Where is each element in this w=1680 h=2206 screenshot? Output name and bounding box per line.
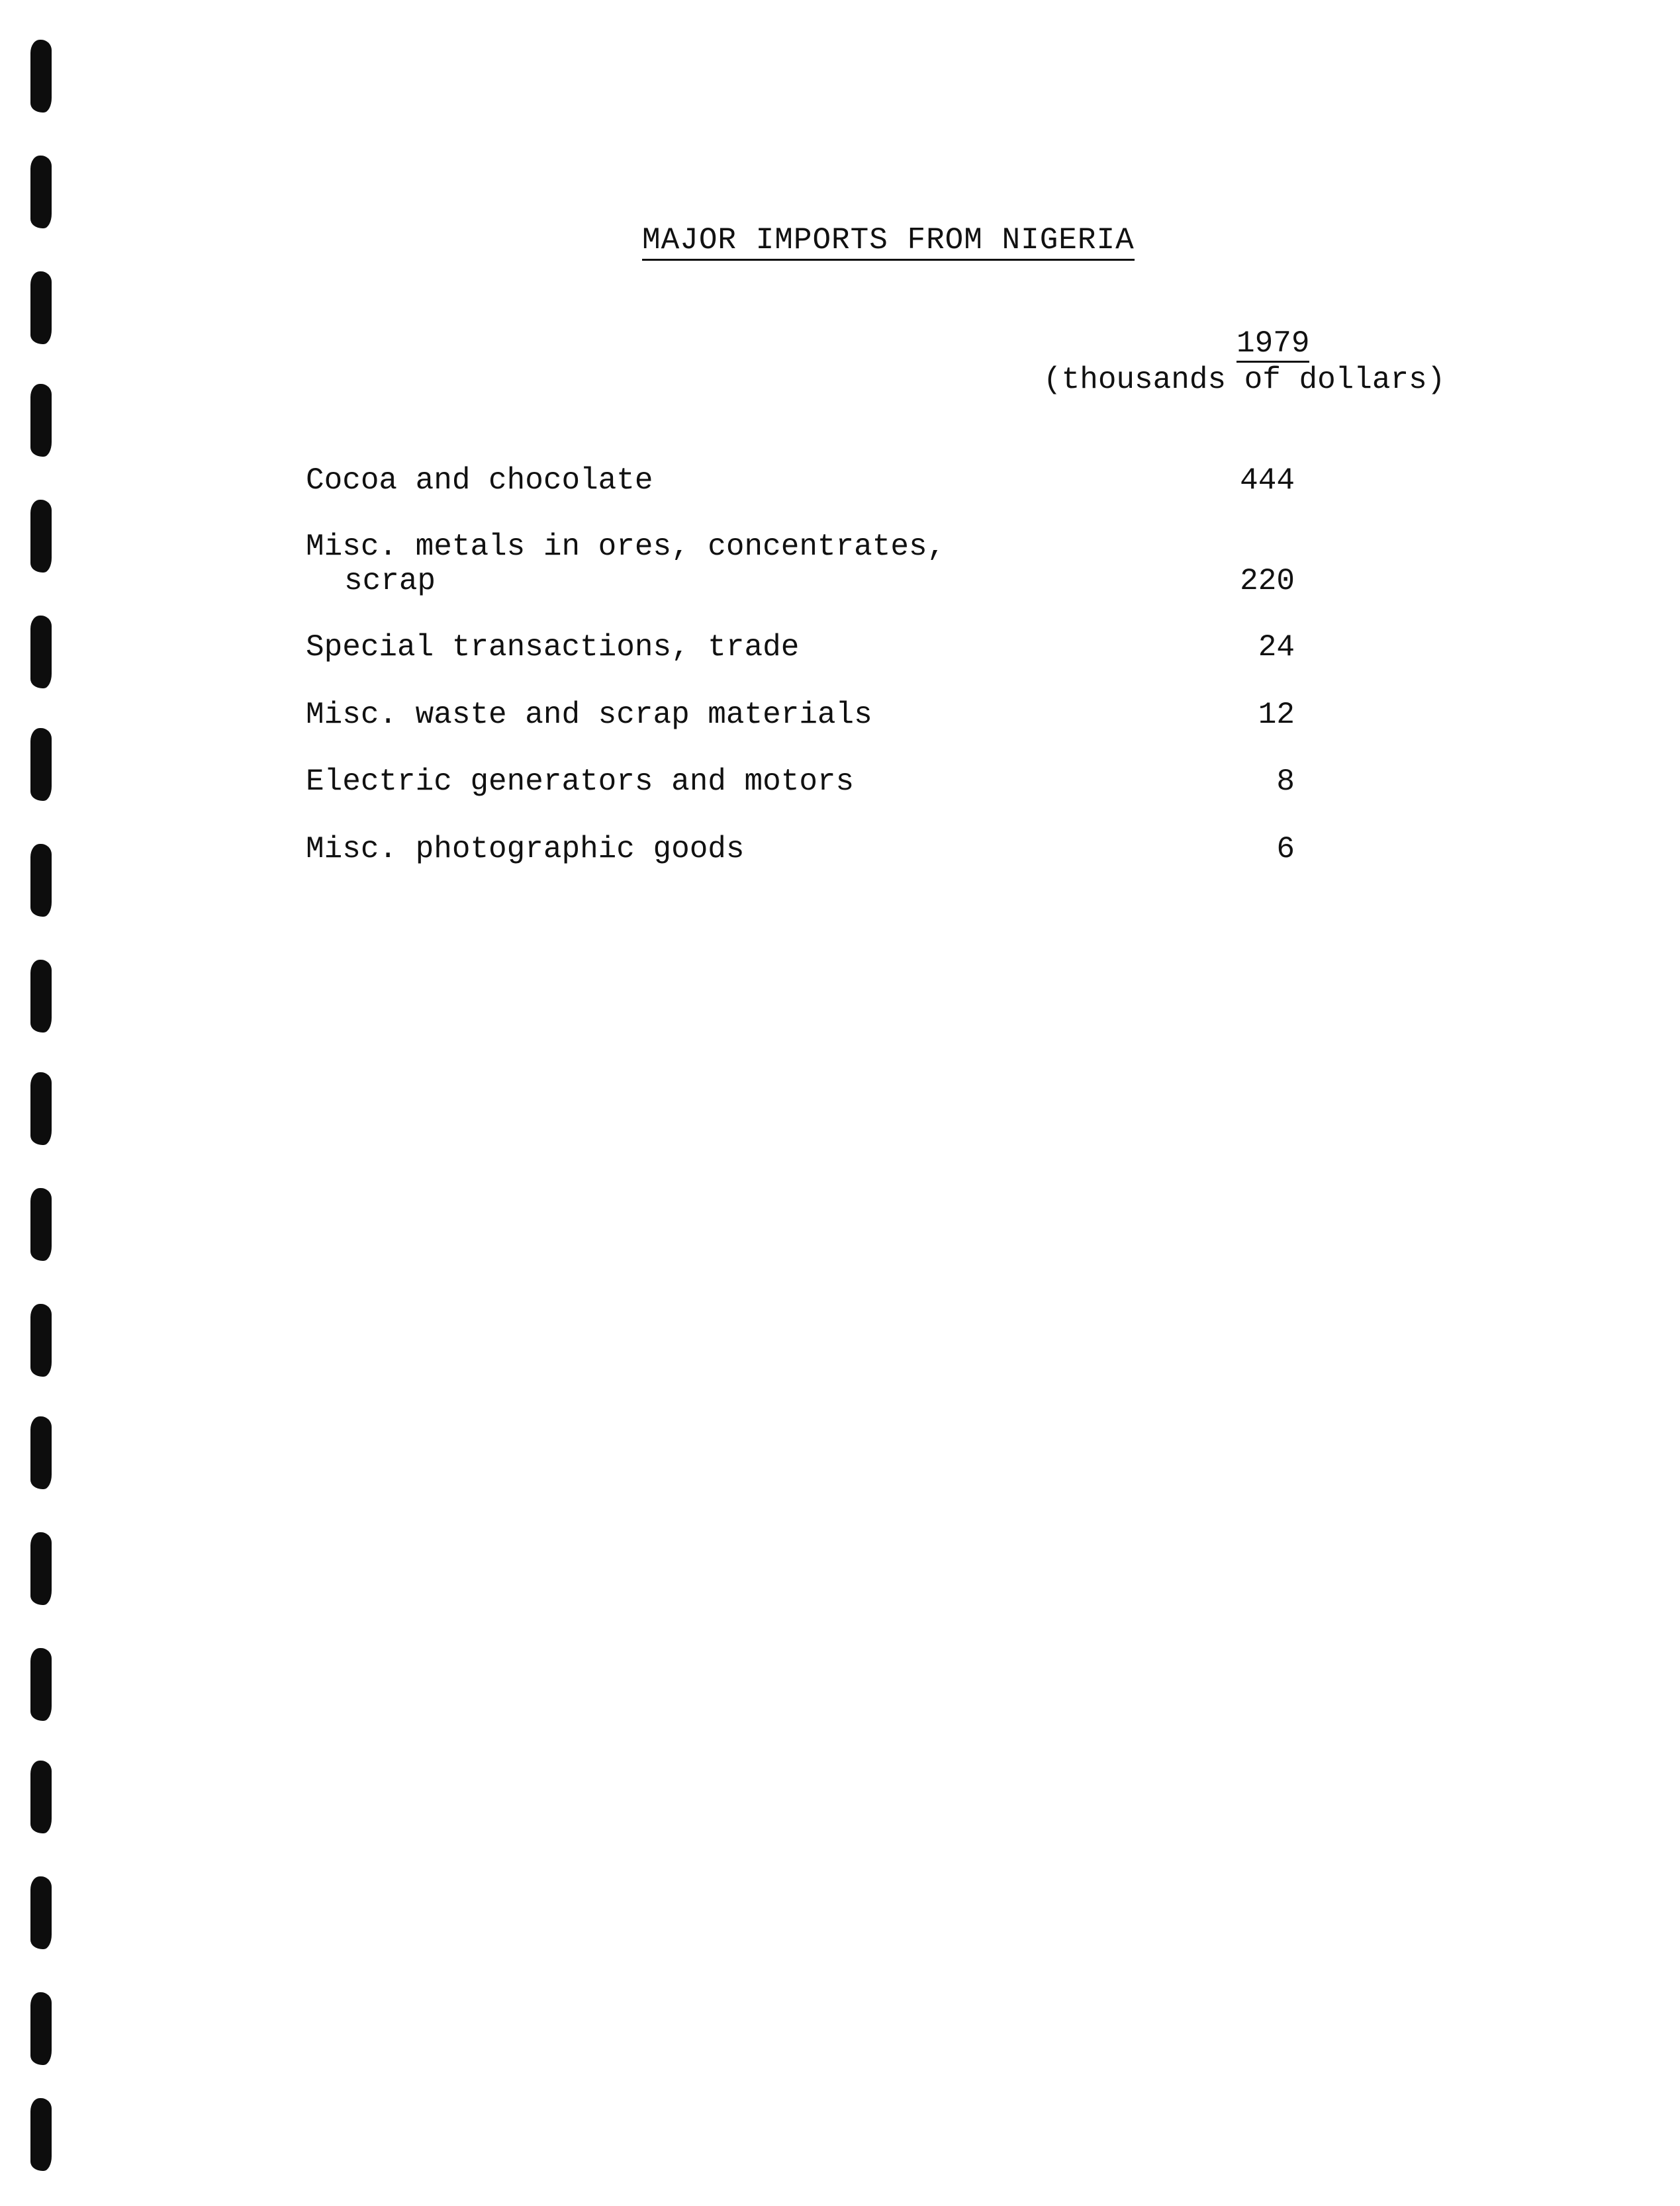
row-label-text: Electric generators and motors bbox=[306, 764, 855, 799]
binder-mark-icon bbox=[30, 1416, 52, 1489]
column-header-unit: (thousands of dollars) bbox=[1043, 363, 1446, 397]
binder-mark-icon bbox=[30, 271, 52, 344]
row-label-text: Cocoa and chocolate bbox=[306, 463, 653, 498]
table-row-label bbox=[306, 764, 854, 799]
table-row-value: 220 bbox=[1240, 564, 1295, 598]
binder-mark-icon bbox=[30, 844, 52, 917]
binder-mark-icon bbox=[30, 1532, 52, 1605]
table-row-label bbox=[306, 630, 799, 665]
binder-mark-icon bbox=[30, 960, 52, 1033]
binder-mark-icon bbox=[30, 384, 52, 457]
binder-mark-icon bbox=[30, 1648, 52, 1721]
table-row-value: 444 bbox=[1240, 463, 1295, 498]
table-row-label bbox=[306, 463, 653, 498]
binder-mark-icon bbox=[30, 728, 52, 801]
binder-mark-icon bbox=[30, 1072, 52, 1145]
binder-mark-icon bbox=[30, 1876, 52, 1949]
column-header-year: 1979 bbox=[1237, 327, 1309, 363]
table-row-value: 6 bbox=[1276, 832, 1295, 866]
table-row-value: 24 bbox=[1258, 630, 1295, 665]
binder-mark-icon bbox=[30, 1188, 52, 1261]
row-label-text: Misc. waste and scrap materials bbox=[306, 698, 872, 732]
table-row-label bbox=[306, 832, 745, 866]
binder-mark-icon bbox=[30, 2098, 52, 2171]
binder-mark-icon bbox=[30, 40, 52, 113]
binder-mark-icon bbox=[30, 500, 52, 573]
table-row-label bbox=[306, 529, 945, 598]
row-label-text: Misc. metals in ores, concentrates, bbox=[306, 529, 946, 564]
table-row-value: 12 bbox=[1258, 698, 1295, 732]
row-label-text: Misc. photographic goods bbox=[306, 832, 745, 866]
binder-mark-icon bbox=[30, 1761, 52, 1833]
binder-mark-icon bbox=[30, 1304, 52, 1377]
binder-mark-icon bbox=[30, 156, 52, 228]
table-row-value: 8 bbox=[1276, 764, 1295, 799]
table-row-label bbox=[306, 698, 872, 732]
row-label-continuation: scrap bbox=[344, 564, 436, 598]
binder-hole-marks bbox=[26, 40, 66, 2184]
binder-mark-icon bbox=[30, 616, 52, 688]
row-label-text: Special transactions, trade bbox=[306, 630, 800, 665]
page-title: MAJOR IMPORTS FROM NIGERIA bbox=[642, 224, 1135, 261]
binder-mark-icon bbox=[30, 1992, 52, 2065]
